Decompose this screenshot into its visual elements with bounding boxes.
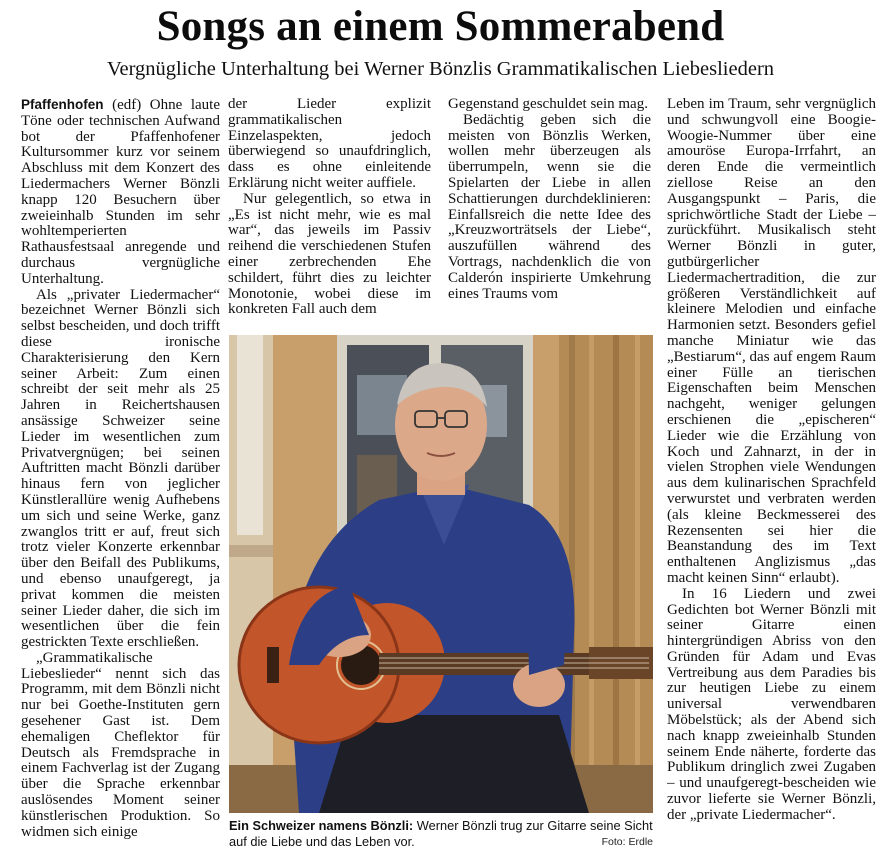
paragraph: In 16 Liedern und zwei Gedichten bot Werner Bönzli mit seiner Gitarre einen hintergründigen Abriss von den Gründen für Adam und Evas Vertreibung aus dem Paradies bis zur heutigen Liebe zu einem universal verwendbaren Möbelstück; als der Abend sich nach knapp zweieinhalb Stunden seinem Ende näherte, forderte das Publikum dringlich zwei Zugaben – und unaufgeregt-bescheiden wie zuvor lieferte sie Werner Bönzli, der „private Liedermacher“. [667,585,876,823]
subheadline: Vergnügliche Unterhaltung bei Werner Bönzlis Grammatikalischen Liebesliedern [106,58,775,80]
paragraph: Leben im Traum, sehr vergnüglich und schwungvoll eine Boogie-Woogie-Nummer über eine amouröse Europa-Irrfahrt, an deren Ende die vermeintlich ziellose Reise an den Ausgangspunkt – Paris, die sprichwörtliche Stadt der Liebe – zurückführt. Musikalisch steht Werner Bönzli in guter, gutbürgerlicher Liedermachertradition, die zur größeren Verständlichkeit auf kleinere Melodien und einfache Harmonien setzt. Besonders gefiel manche Miniatur wie das „Bestiarum“, das auf engem Raum einer Fülle an tierischen Eigenschaften beim Menschen nachgeht, weniger gelungen erschienen die „epischeren“ Lieder wie die Erzählung von Koch und Zahnarzt, in der in vielen Strophen viele Wendungen aus dem kulinarischen Sprachfeld verwurstet und verbraten werden (als kleine Beckmesserei des Rezensenten sei hier die Beanstandung des im Text enthaltenen Anglizismus „das macht keinen Sinn“ erlaubt). [667,97,876,586]
paragraph: Gegenstand geschuldet sein mag. [448,97,648,112]
paragraph: der Lieder explizit grammatikalischen Einzelaspekten, jedoch überwiegend so unaufdringlich, dass es ohne einleitende Erklärung nicht weiter auffiele. [228,97,431,191]
paragraph: Als „privater Liedermacher“ bezeichnet Werner Bönzli sich selbst bescheiden, und doch trifft diese ironische Charakterisierung den Kern seiner Arbeit: Zum einen schreibt der seit mehr als 25 Jahren in Reichertshausen ansässige Schweizer seine Lieder im wesentlichen zum Privatvergnügen; bei seinen Auftritten macht Bönzli darüber hinaus fern von jeglicher Künstlerallüre wenig Aufhebens um sich und seine Werke, ganz zwanglos tritt er auf, freut sich trotz vieler Konzerte erkennbar über den Beifall des Publikums, und ebenso unaufgeregt, ja privat kommen die meisten seiner Lieder daher, die sich im wesentlichen über die fein gestrickten Texte erschließen. [21,286,220,651]
photo-illustration [229,335,653,813]
paragraph-text: (edf) Ohne laute Töne oder technischen Aufwand bot der Pfaffenhofener Kultursommer kurz vor seinem Abschluss mit dem Konzert des Liedermachers Werner Bönzli knapp 120 Besuchern über zweieinhalb Stunden im sehr wohltemperierten Rathausfestsaal anregende und durchaus vergnügliche Unterhaltung. [21,97,220,287]
caption-text: Werner Bönzli trug zur Gitarre seine Sicht auf die Liebe und das Leben vor. [229,818,653,849]
article-column-3 [448,97,651,321]
paragraph: „Grammatikalische Liebeslieder“ nennt sich das Programm, mit dem Bönzli nicht nur bei Goethe-Instituten gern gesehener Gast ist. Dem ehemaligen Cheflektor für Deutsch als Fremdsprache in einem Fachverlag ist der Zugang über die Sprache erkennbar auslösendes Moment seiner künstlerischen Produktion. So widmen sich einige [21,649,220,840]
caption-head: Ein Schweizer namens Bönzli: [229,818,414,833]
paragraph [21,97,220,288]
paragraph: Nur gelegentlich, so etwa in „Es ist nicht mehr, wie es mal war“, das jeweils im Passiv reihend die verschiedenen Stufen einer zerbrechenden Ehe schildert, führt dies zu leichter Monotonie, wobei diese im konkreten Fall auch dem [228,190,431,318]
dateline: Pfaffenhofen [21,97,104,112]
photo-credit: Foto: Erdle [601,836,653,848]
headline: Songs an einem Sommerabend [156,3,725,50]
paragraph: Bedächtig geben sich die meisten von Bönzlis Werken, wollen mehr überzeugen als überrumpeln, wenn sie die Spielarten der Liebe in allen Schattierungen durchdeklinieren: Einfallsreich die nette Idee des „Kreuzworträtsels der Liebe“, auszufüllen während des Vortrags, nachdenklich die von Calderón inspirierte Umkehrung eines Traums vom [448,111,651,302]
article-column-2 [228,97,431,321]
article-column-1 [21,97,220,853]
article-column-4 [667,97,876,853]
article-photo [229,335,653,813]
